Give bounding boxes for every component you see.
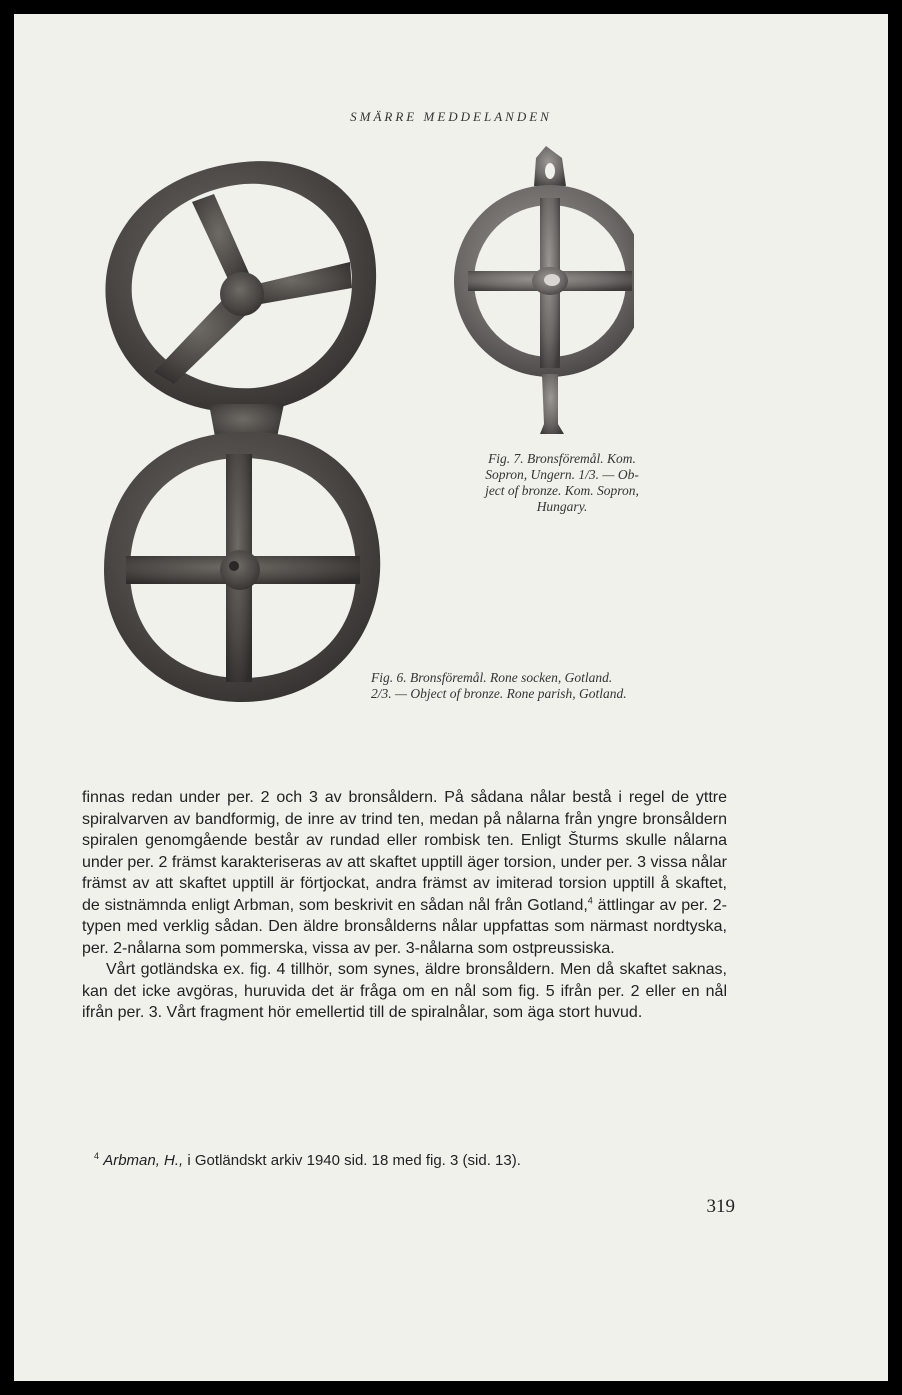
paragraph-text: ättlingar av per. 2-typen med verklig sådan. Den äldre bronsålderns nålar uppfattas som närmast nordtyska, per. 2-nålarna som pommerska, vissa av per. 3-nålarna som ostpreussiska. bbox=[82, 896, 728, 957]
footnote-marker: 4 bbox=[94, 1151, 100, 1161]
footnote bbox=[94, 1152, 734, 1169]
footnote-reference[interactable]: 4 bbox=[587, 895, 593, 906]
footnote-author: Arbman, H., bbox=[103, 1152, 184, 1169]
figure-7-caption bbox=[452, 451, 672, 515]
body-text bbox=[82, 787, 727, 1024]
paragraph bbox=[82, 787, 727, 959]
figure-7-bronze-wheel-image bbox=[454, 146, 634, 446]
figure-6-bronze-object-image bbox=[94, 142, 384, 727]
figure-7-caption-line: ject of bronze. Kom. Sopron, bbox=[485, 483, 639, 498]
page bbox=[14, 14, 888, 1381]
figure-7-caption-line: Hungary. bbox=[536, 499, 588, 514]
paragraph-text: finnas redan under per. 2 och 3 av bronsåldern. På sådana nålar bestå i regel de yttre spiralvarven av bandformig, de inre av trind ten, medan på nålarna från yngre bronsåldern spiralen genomgående består av rundad eller rombisk ten. Enligt Šturms skulle nålarna under per. 2 främst karakteriseras av att skaftet upptill äger torsion, under per. 3 vissa nålar främst av att skaftet upptill är förtjockat, andra främst av imiterad torsion upptill å skaftet, de sistnämnda enligt Arbman, som beskrivit en sådan nål från Gotland, bbox=[82, 789, 727, 914]
page-number: 319 bbox=[706, 1196, 735, 1217]
figure-7-caption-line: Fig. 7. Bronsföremål. Kom. bbox=[488, 451, 636, 466]
figure-6-caption bbox=[371, 670, 751, 702]
figure-6-caption-line: Fig. 6. Bronsföremål. Rone socken, Gotland. bbox=[371, 670, 613, 685]
paragraph: Vårt gotländska ex. fig. 4 tillhör, som synes, äldre bronsåldern. Men då skaftet saknas, kan det icke avgöras, huruvida det är fråga om en nål som fig. 5 ifrån per. 2 eller en nål ifrån per. 3. Vårt fragment hör emellertid till de spiralnålar, som äga stort huvud. bbox=[82, 961, 727, 1021]
running-head: SMÄRRE MEDDELANDEN bbox=[350, 109, 552, 124]
figure-6-caption-line: 2/3. — Object of bronze. Rone parish, Gotland. bbox=[371, 686, 627, 701]
figure-7-caption-line: Sopron, Ungern. 1/3. — Ob- bbox=[485, 467, 639, 482]
footnote-text: i Gotländskt arkiv 1940 sid. 18 med fig. 3 (sid. 13). bbox=[183, 1152, 521, 1169]
